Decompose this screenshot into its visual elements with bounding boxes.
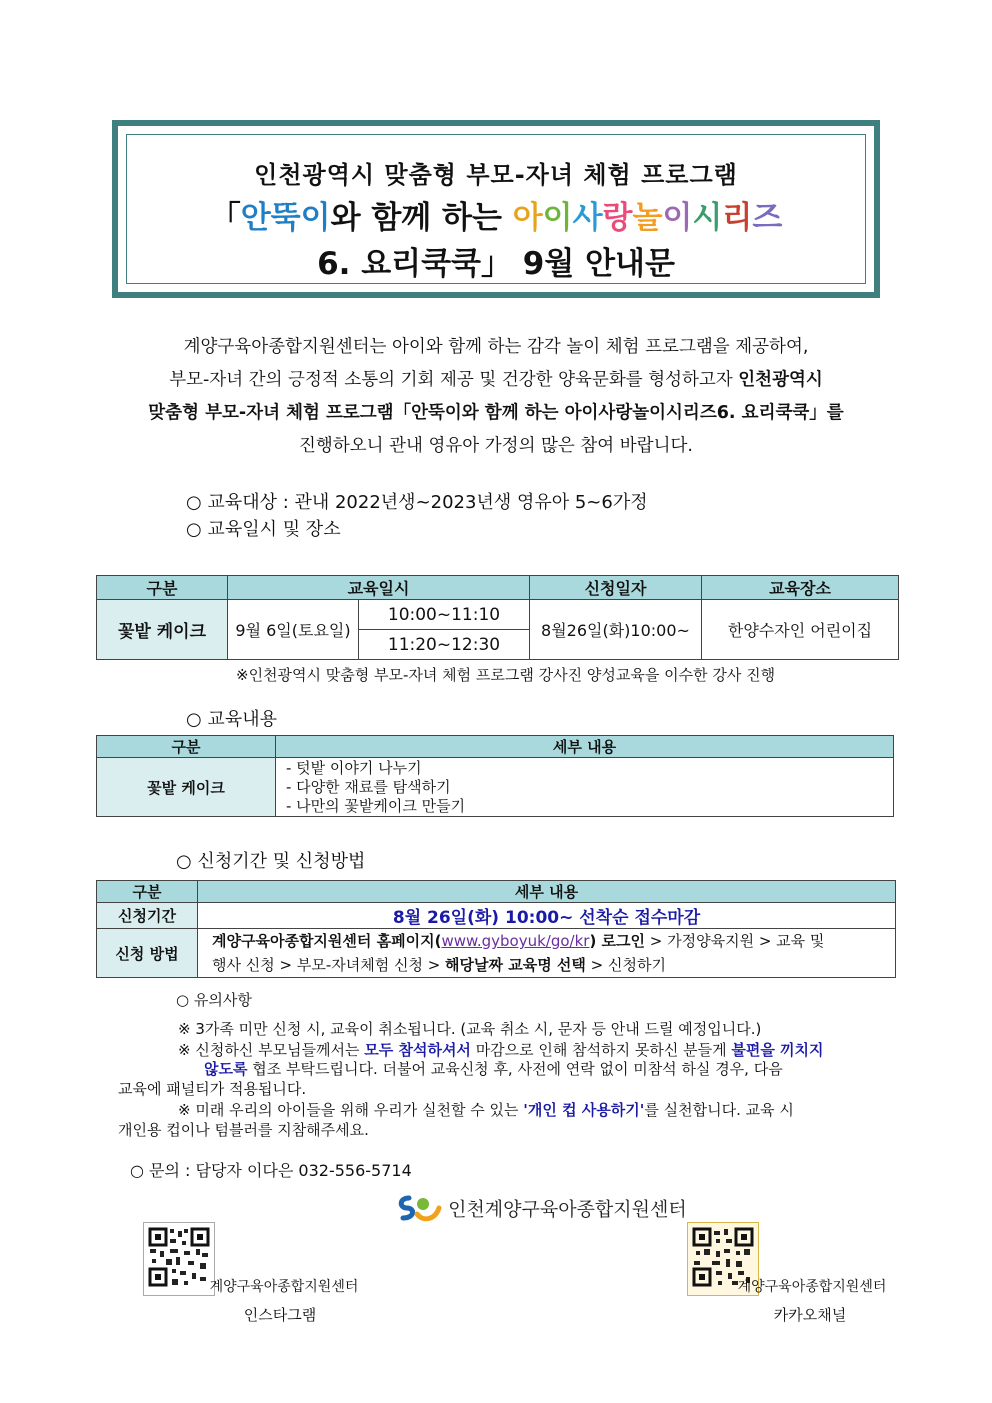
contact-info: ○ 문의 : 담당자 이다은 032-556-5714 — [130, 1161, 412, 1180]
schedule-footnote: ※인천광역시 맞춤형 부모-자녀 체험 프로그램 강사진 양성교육을 이수한 강사 진행 — [236, 666, 776, 684]
bullet-schedule: ○ 교육일시 및 장소 — [186, 519, 341, 540]
content-item: - 나만의 꽃밭케이크 만들기 — [286, 796, 466, 815]
intro-line-2b: 인천광역시 — [738, 370, 823, 390]
intro-line-4: 진행하오니 관내 영유아 가정의 많은 참여 바랍니다. — [299, 436, 693, 456]
note-1: ※ 3가족 미만 신청 시, 교육이 취소됩니다. (교육 취소 시, 문자 등 안내 드릴 예정입니다.) — [178, 1020, 762, 1038]
content-program: 꽃밭 케이크 — [97, 758, 276, 817]
apply-method-b: ) 로그인 — [589, 932, 646, 950]
apply-table — [96, 880, 896, 978]
title-series-char: 즈 — [752, 200, 783, 236]
apply-method-c: > 가정양육지원 > 교육 및 — [645, 932, 825, 950]
note-2e: 않도록 — [204, 1060, 248, 1078]
center-logo — [395, 1192, 687, 1226]
note-2-cont — [204, 1059, 783, 1079]
apply-method-e: 해당날짜 교육명 선택 — [445, 956, 586, 974]
title-mid: 와 함께 하는 — [330, 200, 513, 236]
intro-line-3: 맞춤형 부모-자녀 체험 프로그램「안뚝이와 함께 하는 아이사랑놀이시리즈6. 요리쿡쿡」를 — [148, 403, 844, 423]
intro-line-2a: 부모-자녀 간의 긍정적 소통의 기회 제공 및 건강한 양육문화를 형성하고자 — [169, 370, 739, 390]
apply-method-f: > 신청하기 — [585, 956, 666, 974]
apply-header-detail: 세부 내용 — [198, 881, 896, 903]
bullet-apply: ○ 신청기간 및 신청방법 — [176, 851, 366, 872]
bullet-target: ○ 교육대상 : 관내 2022년생~2023년생 영유아 5~6가정 — [186, 492, 648, 513]
apply-method-value — [198, 929, 896, 978]
content-header-detail: 세부 내용 — [276, 736, 894, 758]
title-line-3: 6. 요리쿡쿡」 9월 안내문 — [317, 246, 675, 282]
schedule-header-category: 구분 — [97, 576, 228, 600]
schedule-apply-date: 8월26일(화)10:00~ — [530, 600, 702, 660]
qr-right-caption-2: 카카오채널 — [773, 1306, 847, 1324]
title-series-char: 아 — [512, 200, 543, 236]
center-logo-icon — [395, 1192, 443, 1224]
content-table — [96, 735, 894, 817]
apply-period-label: 신청기간 — [97, 903, 198, 929]
title-box — [112, 120, 880, 298]
content-item: - 다양한 재료를 탐색하기 — [286, 777, 451, 796]
title-bracket: 「 — [209, 200, 241, 236]
content-items — [276, 758, 894, 817]
note-2b: 모두 참석하셔서 — [364, 1041, 471, 1059]
note-3b: '개인 컵 사용하기' — [523, 1101, 645, 1119]
note-3c: 를 실천합니다. 교육 시 — [644, 1101, 794, 1119]
apply-method-label: 신청 방법 — [97, 929, 198, 978]
schedule-table — [96, 575, 899, 660]
homepage-link[interactable]: www.gyboyuk/go/kr — [441, 932, 590, 950]
title-inner-border — [126, 134, 866, 284]
schedule-program: 꽃밭 케이크 — [97, 600, 228, 660]
title-series-char: 놀 — [632, 200, 663, 236]
schedule-header-place: 교육장소 — [702, 576, 899, 600]
title-series-char: 사 — [572, 200, 603, 236]
title-series-char: 시 — [692, 200, 723, 236]
apply-method-a: 계양구육아종합지원센터 홈페이지( — [212, 932, 442, 950]
qr-left-caption-1: 계양구육아종합지원센터 — [209, 1279, 359, 1295]
title-series-char: 이 — [542, 200, 573, 236]
title-series-char: 리 — [722, 200, 753, 236]
note-2c: 마감으로 인해 참석하지 못하신 분들게 — [470, 1041, 732, 1059]
intro-line-2 — [0, 366, 992, 391]
qr-left-caption-2: 인스타그램 — [243, 1306, 317, 1324]
schedule-header-datetime: 교육일시 — [228, 576, 530, 600]
title-series — [513, 200, 783, 236]
note-3d: 개인용 컵이나 텀블러를 지참해주세요. — [118, 1121, 369, 1139]
apply-header-category: 구분 — [97, 881, 198, 903]
note-2a: ※ 신청하신 부모님들께서는 — [178, 1041, 365, 1059]
note-2g: 교육에 패널티가 적용됩니다. — [118, 1080, 307, 1098]
title-andduki: 안뚝이 — [240, 200, 331, 236]
schedule-time-2: 11:20~12:30 — [359, 630, 530, 660]
note-2d: 불편을 끼치지 — [731, 1041, 824, 1059]
qr-right-caption-1: 계양구육아종합지원센터 — [737, 1279, 887, 1295]
title-line-2 — [127, 192, 865, 237]
note-2 — [178, 1040, 824, 1060]
apply-period-value: 8월 26일(화) 10:00~ 선착순 접수마감 — [198, 903, 896, 929]
bullet-content: ○ 교육내용 — [186, 709, 277, 730]
title-series-char: 이 — [662, 200, 693, 236]
schedule-time-1: 10:00~11:10 — [359, 600, 530, 630]
content-header-category: 구분 — [97, 736, 276, 758]
apply-method-d: 행사 신청 > 부모-자녀체험 신청 > — [212, 956, 446, 974]
bullet-notes: ○ 유의사항 — [176, 991, 252, 1009]
center-logo-text: 인천계양구육아종합지원센터 — [448, 1198, 687, 1221]
title-series-char: 랑 — [602, 200, 633, 236]
intro-line-1: 계양구육아종합지원센터는 아이와 함께 하는 감각 놀이 체험 프로그램을 제공하여, — [183, 337, 809, 357]
title-line-1: 인천광역시 맞춤형 부모-자녀 체험 프로그램 — [254, 161, 738, 189]
note-3 — [178, 1100, 794, 1120]
note-2f: 협조 부탁드립니다. 더불어 교육신청 후, 사전에 연락 없이 미참석 하실 경우, 다음 — [247, 1060, 783, 1078]
schedule-date: 9월 6일(토요일) — [228, 600, 359, 660]
schedule-header-apply: 신청일자 — [530, 576, 702, 600]
content-item: - 텃밭 이야기 나누기 — [286, 758, 422, 777]
note-3a: ※ 미래 우리의 아이들을 위해 우리가 실천할 수 있는 — [178, 1101, 524, 1119]
schedule-place: 한양수자인 어린이집 — [702, 600, 899, 660]
